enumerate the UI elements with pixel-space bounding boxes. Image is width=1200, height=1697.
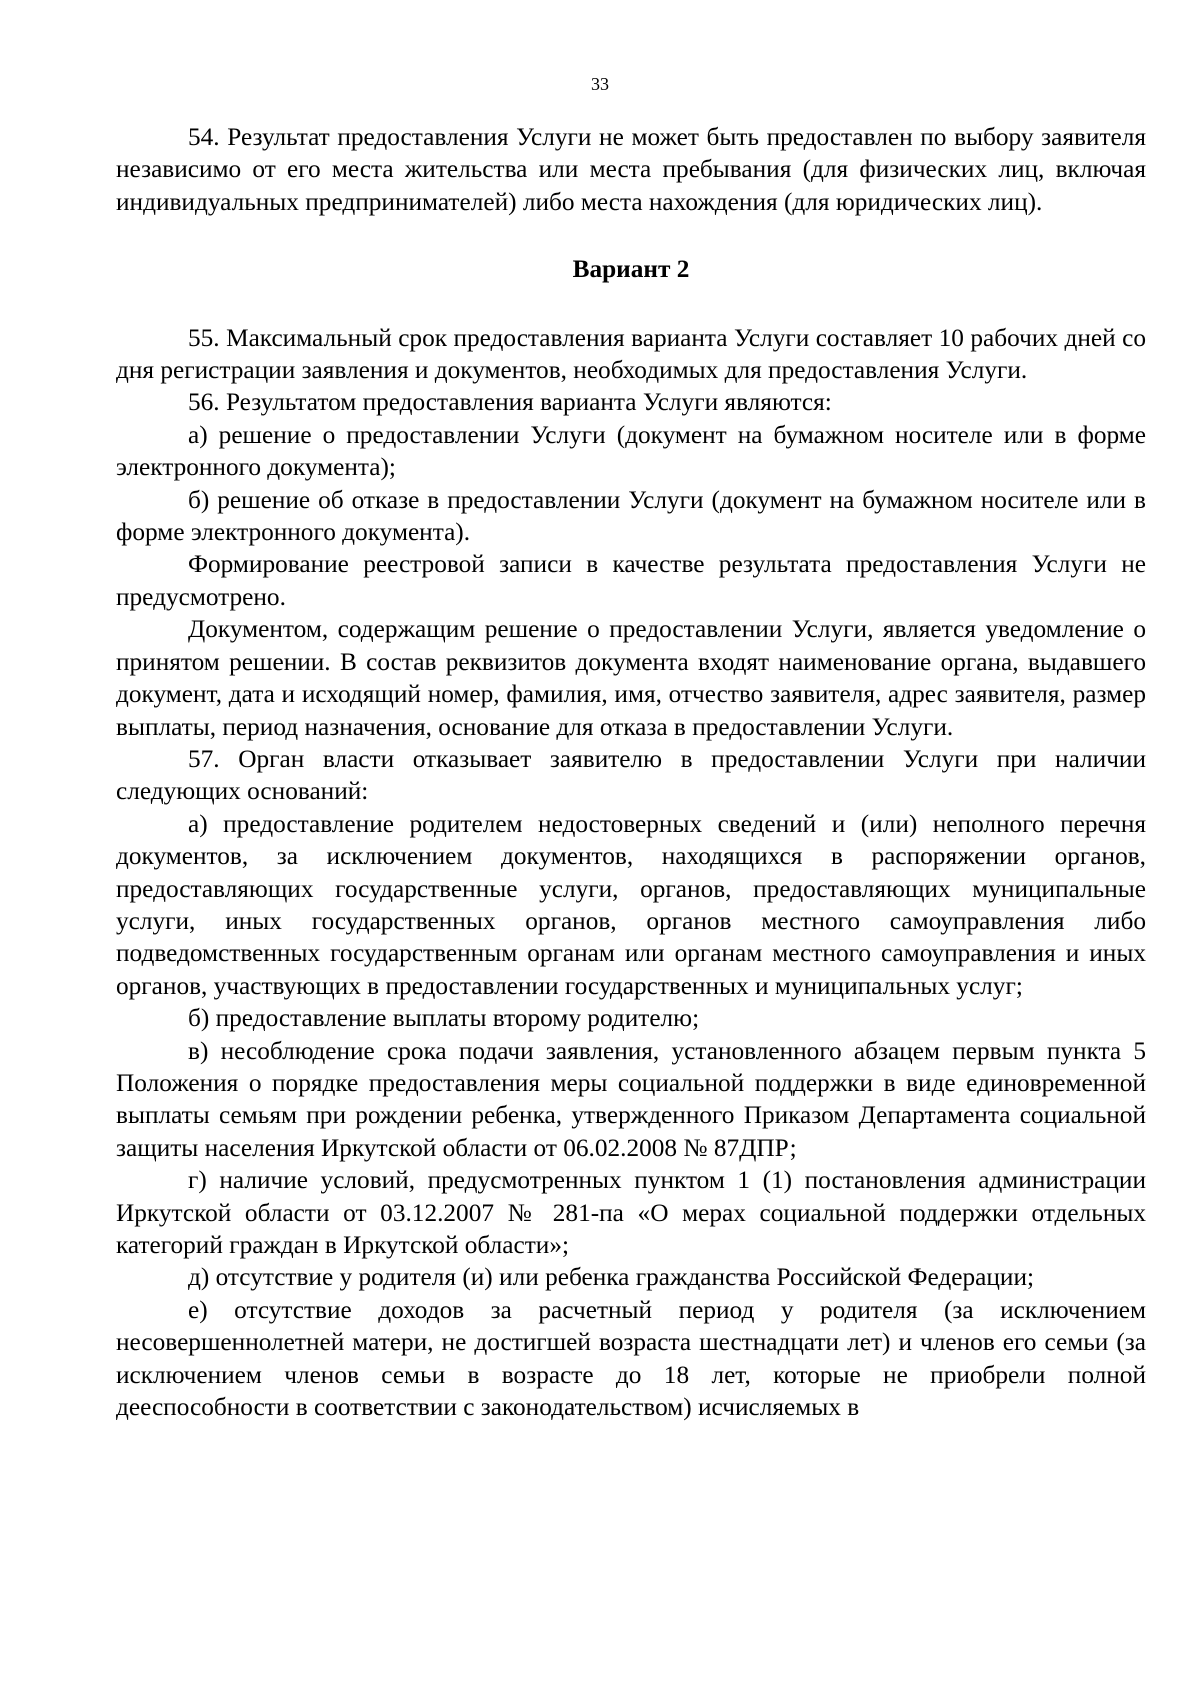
paragraph-56-b: б) решение об отказе в предоставлении Услуги (документ на бумажном носителе или в форме электронного документа).	[116, 485, 1146, 547]
paragraph-decision-document: Документом, содержащим решение о предоставлении Услуги, является уведомление о принятом решении. В состав реквизитов документа входят наименование органа, выдавшего документ, дата и исходящий номер, фамилия, имя, отчество заявителя, адрес заявителя, размер выплаты, период назначения, основание для отказа в предоставлении Услуги.	[116, 615, 1146, 741]
paragraph-54: 54. Результат предоставления Услуги не может быть предоставлен по выбору заявителя независимо от его места жительства или места пребывания (для физических лиц, включая индивидуальных предпринимателей) либо места нахождения (для юридических лиц).	[116, 123, 1146, 216]
paragraph-57-b: б) предоставление выплаты второму родителю;	[188, 1004, 700, 1033]
paragraph-56-a: а) решение о предоставлении Услуги (документ на бумажном носителе или в форме электронного документа);	[116, 420, 1146, 482]
paragraph-57-d: д) отсутствие у родителя (и) или ребенка гражданства Российской Федерации;	[188, 1263, 1035, 1292]
paragraph-57-v: в) несоблюдение срока подачи заявления, установленного абзацем первым пункта 5 Положения о порядке предоставления меры социальной поддержки в виде единовременной выплаты семьям при рождении ребенка, утвержденного Приказом Департамента социальной защиты населения Иркутской области от 06.02.2008 № 87ДПР;	[116, 1036, 1146, 1162]
paragraph-registry-record: Формирование реестровой записи в качестве результата предоставления Услуги не предусмотрено.	[116, 550, 1146, 611]
paragraph-57-g: г) наличие условий, предусмотренных пунктом 1 (1) постановления администрации Иркутской области от 03.12.2007 № 281-па «О мерах социальной поддержки отдельных категорий граждан в Иркутской области»;	[116, 1166, 1146, 1259]
section-heading: Вариант 2	[572, 255, 690, 284]
paragraph-57: 57. Орган власти отказывает заявителю в предоставлении Услуги при наличии следующих оснований:	[116, 744, 1146, 806]
paragraph-57-e: е) отсутствие доходов за расчетный период у родителя (за исключением несовершеннолетней матери, не достигшей возраста шестнадцати лет) и членов его семьи (за исключением членов семьи в возрасте до 18 лет, которые не приобрели полной дееспособности в соответствии с законодательством) исчисляемых в	[116, 1295, 1146, 1422]
paragraph-56: 56. Результатом предоставления варианта Услуги являются:	[188, 388, 832, 417]
paragraph-55: 55. Максимальный срок предоставления варианта Услуги составляет 10 рабочих дней со дня регистрации заявления и документов, необходимых для предоставления Услуги.	[116, 323, 1146, 385]
document-body	[116, 121, 1146, 1423]
paragraph-57-a: а) предоставление родителем недостоверных сведений и (или) неполного перечня документов, за исключением документов, находящихся в распоряжении органов, предоставляющих государственные услуги, органов, предоставляющих муниципальные услуги, иных государственных органов, органов местного самоуправления либо подведомственных государственным органам или органам местного самоуправления и иных органов, участвующих в предоставлении государственных и муниципальных услуг;	[116, 809, 1146, 1000]
page-number: 33	[591, 74, 609, 94]
